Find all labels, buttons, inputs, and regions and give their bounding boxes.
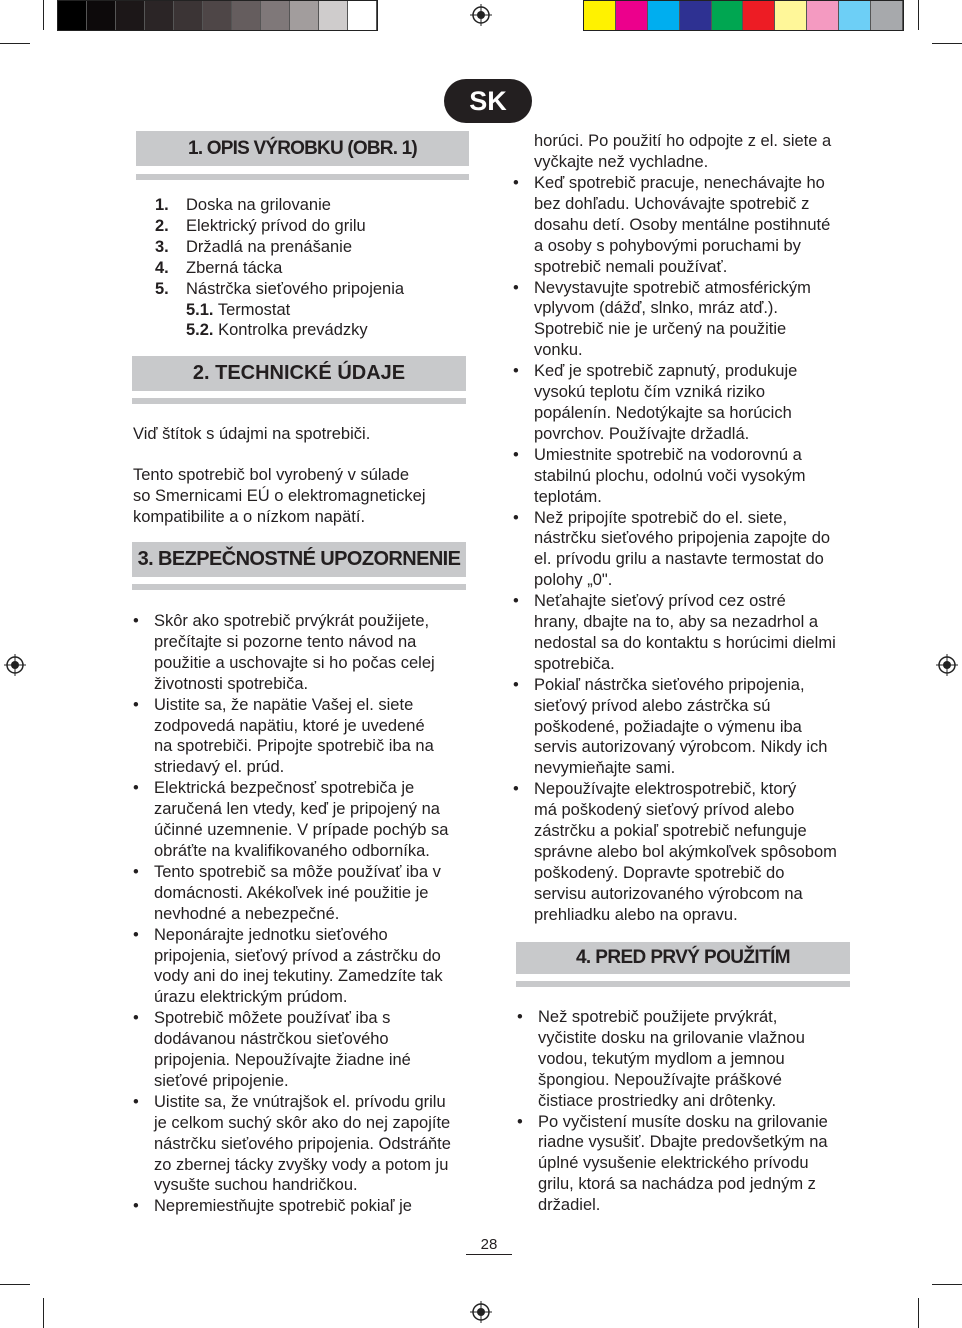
list-item: 2. Elektrický prívod do grilu [155, 216, 366, 235]
crop-mark [43, 0, 44, 30]
color-swatch [174, 1, 203, 30]
crop-mark [0, 1284, 30, 1285]
list-item: • Nepremiestňujte spotrebič pokiaľ je [133, 1196, 473, 1217]
color-swatch [87, 1, 116, 30]
list-item: • Než spotrebič použijete prvýkrát, vyčistite dosku na grilovanie vlažnou vodou, tekutým mydlom a jemnou špongiou. Nepoužívajte práškové čistiace prostriedky ani drôtenky. [517, 1007, 857, 1112]
color-swatch [839, 1, 871, 30]
first-use-list [517, 1007, 857, 1216]
section-heading-before-first-use [516, 942, 850, 974]
color-swatch [203, 1, 232, 30]
list-item: • Elektrická bezpečnosť spotrebiča je zaručená len vtedy, keď je pripojený na účinné uzemnenie. V prípade pochýb sa obráťte na kvalifikovaného odborníka. [133, 778, 473, 862]
list-item: 1. Doska na grilovanie [155, 196, 331, 214]
registration-mark-icon [4, 654, 26, 676]
color-swatch [232, 1, 261, 30]
page-number: 28 [480, 1236, 498, 1253]
safety-list-right [513, 173, 858, 926]
section-heading-product-description [136, 131, 469, 166]
list-item: • Umiestnite spotrebič na vodorovnú a stabilnú plochu, odolnú voči vysokým teplotám. [513, 445, 858, 508]
compliance-paragraph: Tento spotrebič bol vyrobený v súlade so Smernicami EÚ o elektromagnetickej kompatibilite a o nízkom napätí. [133, 466, 426, 526]
list-item: • Tento spotrebič sa môže používať iba v domácnosti. Akékoľvek iné použitie je nevhodné a nebezpečné. [133, 862, 473, 925]
page-number-rule [466, 1254, 512, 1255]
grayscale-calibration-bar [57, 0, 378, 31]
list-item: 4. Zberná tácka [155, 258, 283, 277]
color-swatch [58, 1, 87, 30]
color-swatch [712, 1, 744, 30]
color-swatch [743, 1, 775, 30]
section-divider [132, 584, 466, 590]
list-item: • Uistite sa, že napätie Vašej el. siete zodpovedá napätiu, ktoré je uvedené na spotrebiči. Pripojte spotrebič iba na striedavý el. prúd. [133, 695, 473, 779]
section-title: 1. OPIS VÝROBKU (OBR. 1) [188, 138, 417, 159]
safety-continuation: horúci. Po použití ho odpojte z el. siete a vyčkajte než vychladne. [534, 132, 832, 171]
list-item: • Pokiaľ nástrčka sieťového pripojenia, sieťový prívod alebo zástrčka sú poškodené, požiadajte o výmenu iba servis autorizovaný výrobcom. Nikdy ich nevymieňajte sami. [513, 675, 858, 780]
crop-mark [932, 1284, 962, 1285]
color-swatch [584, 1, 616, 30]
color-swatch [319, 1, 348, 30]
list-item: 3. Držadlá na prenášanie [155, 237, 353, 256]
color-swatch [116, 1, 145, 30]
list-subitem: 5.1. Termostat [186, 300, 291, 319]
section-divider [516, 981, 850, 987]
list-item: 5. Nástrčka sieťového pripojenia [155, 279, 405, 298]
color-swatch [261, 1, 290, 30]
list-item: • Skôr ako spotrebič prvýkrát použijete, prečítajte si pozorne tento návod na použitie a uschovajte si ho počas celej životnosti spotrebiča. [133, 611, 473, 695]
safety-list-left [133, 611, 473, 1217]
crop-mark [932, 43, 962, 44]
registration-mark-icon [470, 1301, 492, 1323]
section-title: 2. TECHNICKÉ ÚDAJE [192, 362, 406, 384]
list-item: • Neponárajte jednotku sieťového pripojenia, sieťový prívod a zástrčku do vody ani do inej tekutiny. Zamedzíte tak úrazu elektrickým prúdom. [133, 925, 473, 1009]
language-badge: SK [444, 79, 532, 123]
section-divider [132, 398, 466, 404]
color-swatch [145, 1, 174, 30]
color-swatch [348, 1, 377, 30]
list-item: • Nevystavujte spotrebič atmosférickým vplyvom (dážď, slnko, mráz atď.). Spotrebič nie je určený na použitie vonku. [513, 278, 858, 362]
section-heading-technical-data [132, 356, 466, 391]
crop-mark [43, 1298, 44, 1328]
list-subitem: 5.2. Kontrolka prevádzky [186, 321, 368, 340]
technical-note: Viď štítok s údajmi na spotrebiči. [133, 425, 371, 443]
list-item: • Neťahajte sieťový prívod cez ostré hrany, dbajte na to, aby sa nezadrhol a nedostal sa do kontaktu s horúcimi dielmi spotrebiča. [513, 591, 858, 675]
section-heading-safety-warnings [132, 542, 466, 577]
color-swatch [616, 1, 648, 30]
list-item: • Nepoužívajte elektrospotrebič, ktorý má poškodený sieťový prívod alebo zástrčku a pokiaľ spotrebič nefunguje správne alebo bol akýmkoľvek spôsobom poškodený. Dopravte spotrebič do servisu autorizovaného výrobcom na prehliadku alebo na opravu. [513, 779, 858, 925]
color-swatch [680, 1, 712, 30]
list-item: • Keď spotrebič pracuje, nenechávajte ho bez dohľadu. Uchovávajte spotrebič z dosahu detí. Osoby mentálne postihnuté a osoby s pohybovými poruchami by spotrebič nemali používať. [513, 173, 858, 278]
crop-mark [918, 0, 919, 30]
section-title: 4. PRED PRVÝ POUŽITÍM [575, 947, 791, 968]
color-calibration-bar [583, 0, 904, 31]
color-swatch [807, 1, 839, 30]
list-item: • Po vyčistení musíte dosku na grilovanie riadne vysušiť. Dbajte predovšetkým na úplné vysušenie elektrického prívodu grilu, ktorá sa nachádza pod jedným z držadiel. [517, 1112, 857, 1217]
section-divider [136, 174, 469, 180]
color-swatch [290, 1, 319, 30]
color-swatch [775, 1, 807, 30]
list-item: • Než pripojíte spotrebič do el. siete, nástrčku sieťového pripojenia zapojte do el. prívodu grilu a nastavte termostat do polohy „0". [513, 508, 858, 592]
crop-mark [0, 43, 30, 44]
registration-mark-icon [470, 4, 492, 26]
list-item: • Uistite sa, že vnútrajšok el. prívodu grilu je celkom suchý skôr ako do nej zapojíte nástrčku sieťového pripojenia. Odstráňte zo zbernej tácky zvyšky vody a potom ju vysušte suchou handričkou. [133, 1092, 473, 1197]
color-swatch [871, 1, 903, 30]
crop-mark [918, 1298, 919, 1328]
color-swatch [648, 1, 680, 30]
section-title: 3. BEZPEČNOSTNÉ UPOZORNENIE [137, 548, 461, 570]
list-item: • Keď je spotrebič zapnutý, produkuje vysokú teplotu čím vzniká riziko popálenín. Nedotýkajte sa horúcich povrchov. Používajte držadlá. [513, 361, 858, 445]
list-item: • Spotrebič môžete používať iba s dodávanou nástrčkou sieťového pripojenia. Nepoužívajte žiadne iné sieťové pripojenie. [133, 1008, 473, 1092]
parts-list [155, 195, 404, 341]
registration-mark-icon [936, 654, 958, 676]
